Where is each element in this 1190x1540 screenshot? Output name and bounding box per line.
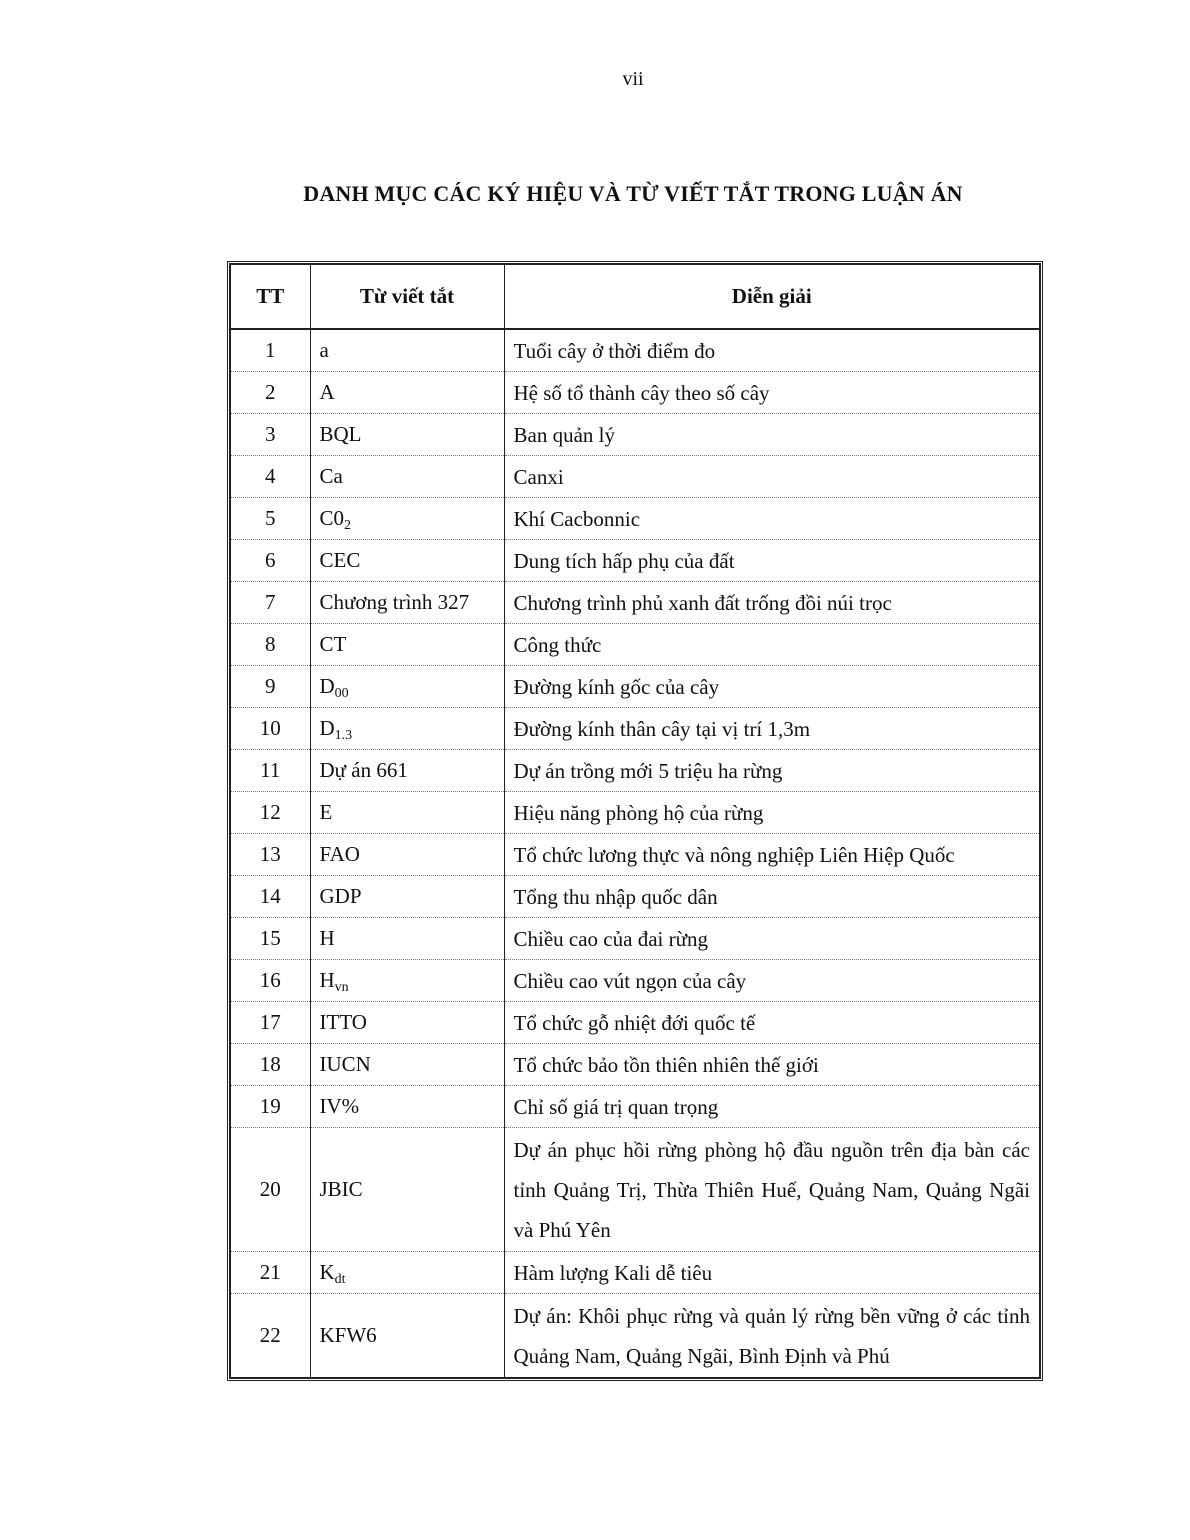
abbreviation-cell: [310, 1128, 504, 1252]
description-cell: Công thức: [504, 624, 1040, 666]
abbreviation-text: GDP: [319, 884, 362, 908]
row-number: 11: [230, 750, 310, 792]
abbreviation-text: Dự án 661: [319, 758, 408, 782]
description-cell: Dự án phục hồi rừng phòng hộ đầu nguồn trên địa bàn các tỉnh Quảng Trị, Thừa Thiên Huế, Quảng Nam, Quảng Ngãi và Phú Yên: [504, 1128, 1040, 1252]
row-number: 19: [230, 1086, 310, 1128]
table-row: [230, 1086, 1040, 1128]
abbreviation-text: IV%: [319, 1094, 360, 1118]
abbreviation-text: a: [319, 338, 329, 362]
header-description: Diễn giải: [504, 264, 1040, 329]
row-number: 9: [230, 666, 310, 708]
abbreviation-text: KFW6: [319, 1323, 377, 1347]
abbreviation-text: FAO: [319, 842, 360, 866]
row-number: 20: [230, 1128, 310, 1252]
table-row: [230, 792, 1040, 834]
abbreviation-cell: [310, 1294, 504, 1379]
table-body: [230, 329, 1040, 1378]
abbreviation-cell: [310, 582, 504, 624]
abbreviation-cell: [310, 456, 504, 498]
abbreviation-cell: [310, 876, 504, 918]
description-cell: Tổ chức gỗ nhiệt đới quốc tế: [504, 1002, 1040, 1044]
abbreviation-subscript: 1.3: [334, 728, 353, 743]
description-cell: Chiều cao của đai rừng: [504, 918, 1040, 960]
abbreviation-cell: [310, 372, 504, 414]
abbreviation-cell: [310, 1252, 504, 1294]
description-cell: Ban quản lý: [504, 414, 1040, 456]
abbreviation-cell: [310, 792, 504, 834]
page-title: DANH MỤC CÁC KÝ HIỆU VÀ TỪ VIẾT TẮT TRONG LUẬN ÁN: [303, 181, 963, 206]
table-header-row: [230, 264, 1040, 329]
abbreviation-cell: [310, 1002, 504, 1044]
header-tt: TT: [230, 264, 310, 329]
description-cell: Hàm lượng Kali dễ tiêu: [504, 1252, 1040, 1294]
row-number: 4: [230, 456, 310, 498]
table-row: [230, 750, 1040, 792]
description-cell: Dự án: Khôi phục rừng và quản lý rừng bền vững ở các tỉnh Quảng Nam, Quảng Ngãi, Bình Định và Phú: [504, 1294, 1040, 1379]
abbreviation-text: CT: [319, 632, 347, 656]
abbreviation-cell: [310, 1044, 504, 1086]
description-cell: Dung tích hấp phụ của đất: [504, 540, 1040, 582]
table-row: [230, 624, 1040, 666]
row-number: 1: [230, 329, 310, 372]
abbreviation-text: E: [319, 800, 333, 824]
table-row: [230, 372, 1040, 414]
abbreviation-cell: [310, 624, 504, 666]
description-cell: Tổ chức lương thực và nông nghiệp Liên Hiệp Quốc: [504, 834, 1040, 876]
description-cell: Hiệu năng phòng hộ của rừng: [504, 792, 1040, 834]
table-row: [230, 329, 1040, 372]
description-cell: Dự án trồng mới 5 triệu ha rừng: [504, 750, 1040, 792]
table-row: [230, 1128, 1040, 1252]
abbreviation-text: ITTO: [319, 1010, 367, 1034]
abbreviation-text: D: [319, 716, 335, 740]
row-number: 8: [230, 624, 310, 666]
abbreviation-text: H: [319, 926, 335, 950]
abbreviation-subscript: 00: [334, 686, 349, 701]
table-row: [230, 708, 1040, 750]
row-number: 15: [230, 918, 310, 960]
abbreviation-text: CEC: [319, 548, 361, 572]
abbreviation-text: JBIC: [319, 1177, 363, 1201]
abbreviation-cell: [310, 960, 504, 1002]
abbreviation-subscript: vn: [334, 980, 349, 995]
abbreviation-text: D: [319, 674, 335, 698]
table-row: [230, 1294, 1040, 1379]
description-cell: Canxi: [504, 456, 1040, 498]
abbreviation-cell: [310, 1086, 504, 1128]
row-number: 2: [230, 372, 310, 414]
description-cell: Tổng thu nhập quốc dân: [504, 876, 1040, 918]
abbreviation-cell: [310, 414, 504, 456]
row-number: 14: [230, 876, 310, 918]
table-row: [230, 498, 1040, 540]
abbreviation-text: C0: [319, 506, 345, 530]
header-abbreviation: Từ viết tắt: [310, 264, 504, 329]
description-cell: Chỉ số giá trị quan trọng: [504, 1086, 1040, 1128]
abbreviation-cell: [310, 708, 504, 750]
abbreviation-subscript: dt: [334, 1272, 346, 1287]
abbreviation-cell: [310, 918, 504, 960]
row-number: 17: [230, 1002, 310, 1044]
description-cell: Chiều cao vút ngọn của cây: [504, 960, 1040, 1002]
table-row: [230, 918, 1040, 960]
abbreviation-text: H: [319, 968, 335, 992]
description-cell: Hệ số tổ thành cây theo số cây: [504, 372, 1040, 414]
abbreviations-table: [229, 263, 1041, 1379]
abbreviation-text: K: [319, 1260, 335, 1284]
abbreviation-text: A: [319, 380, 335, 404]
row-number: 13: [230, 834, 310, 876]
table-row: [230, 1044, 1040, 1086]
table-row: [230, 1252, 1040, 1294]
row-number: 10: [230, 708, 310, 750]
table-row: [230, 540, 1040, 582]
row-number: 6: [230, 540, 310, 582]
table-row: [230, 582, 1040, 624]
row-number: 22: [230, 1294, 310, 1379]
abbreviation-cell: [310, 834, 504, 876]
abbreviation-cell: [310, 498, 504, 540]
description-cell: Đường kính gốc của cây: [504, 666, 1040, 708]
row-number: 21: [230, 1252, 310, 1294]
abbreviation-text: IUCN: [319, 1052, 371, 1076]
row-number: 5: [230, 498, 310, 540]
abbreviation-cell: [310, 540, 504, 582]
description-cell: Tuổi cây ở thời điểm đo: [504, 329, 1040, 372]
description-cell: Đường kính thân cây tại vị trí 1,3m: [504, 708, 1040, 750]
abbreviation-cell: [310, 750, 504, 792]
table-row: [230, 414, 1040, 456]
table-row: [230, 666, 1040, 708]
abbreviation-text: Chương trình 327: [319, 590, 470, 614]
abbreviation-cell: [310, 666, 504, 708]
abbreviation-subscript: 2: [344, 518, 352, 533]
row-number: 7: [230, 582, 310, 624]
abbreviation-text: Ca: [319, 464, 343, 488]
row-number: 18: [230, 1044, 310, 1086]
table-row: [230, 1002, 1040, 1044]
table-row: [230, 876, 1040, 918]
row-number: 3: [230, 414, 310, 456]
row-number: 16: [230, 960, 310, 1002]
page-number: vii: [622, 68, 644, 90]
description-cell: Chương trình phủ xanh đất trống đồi núi trọc: [504, 582, 1040, 624]
table-row: [230, 960, 1040, 1002]
description-cell: Tổ chức bảo tồn thiên nhiên thế giới: [504, 1044, 1040, 1086]
table-row: [230, 456, 1040, 498]
table-row: [230, 834, 1040, 876]
description-cell: Khí Cacbonnic: [504, 498, 1040, 540]
abbreviation-cell: [310, 329, 504, 372]
row-number: 12: [230, 792, 310, 834]
abbreviation-text: BQL: [319, 422, 362, 446]
